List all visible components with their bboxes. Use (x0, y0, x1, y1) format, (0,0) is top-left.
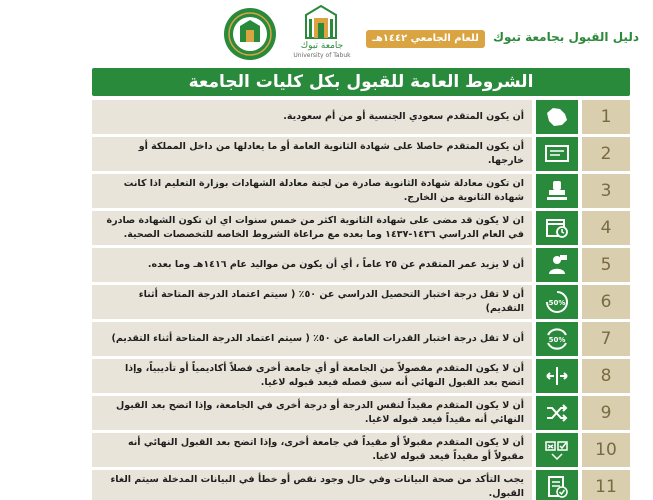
condition-row (92, 137, 630, 171)
guide-year-badge: للعام الجامعي ١٤٤٢هـ (366, 30, 484, 48)
percent-50-icon (536, 285, 578, 319)
condition-row (92, 211, 630, 245)
arrows-split-icon (536, 359, 578, 393)
condition-row (92, 470, 630, 500)
condition-number: 11 (582, 470, 630, 500)
condition-row (92, 359, 630, 393)
condition-text: أن لا تقل درجة اختبار القدرات العامة عن ٥٠٪ ( سيتم اعتماد الدرجة المتاحة أثناء التقديم) (92, 322, 532, 356)
condition-row (92, 174, 630, 208)
condition-number: 8 (582, 359, 630, 393)
svg-text:50%: 50% (548, 299, 566, 307)
person-age-icon (536, 248, 578, 282)
condition-text: أن لا يكون المتقدم مفصولاً من الجامعة أو أي جامعة أخرى فصلاً أكاديمياً أو تأديبياً، وإذا اتضح بعد القبول النهائي أنه سبق فصله فيعد قبوله لاغيا. (92, 359, 532, 393)
condition-number: 4 (582, 211, 630, 245)
university-logo-icon (301, 5, 341, 39)
document-check-icon (536, 470, 578, 500)
university-logo (292, 5, 354, 61)
condition-row (92, 322, 630, 356)
condition-row (92, 433, 630, 467)
calendar-clock-icon (536, 211, 578, 245)
condition-number: 7 (582, 322, 630, 356)
condition-text: يجب التأكد من صحة البيانات وفي حال وجود نقص أو خطأ في البيانات المدخلة سيتم الغاء القبول. (92, 470, 532, 500)
condition-text: أن لا يزيد عمر المتقدم عن ٢٥ عاماً ، أي أن يكون من مواليد عام ١٤١٦هـ وما بعده. (92, 248, 532, 282)
condition-text: أن لا يكون المتقدم مقيداً لنفس الدرجة أو درجة أخرى في الجامعة، وإذا اتضح بعد القبول النهائي أنه مقيداً فيعد قبوله لاغيا. (92, 396, 532, 430)
guide-title-text: دليل القبول بجامعة تبوك (493, 30, 639, 44)
condition-number: 6 (582, 285, 630, 319)
stamp-icon (536, 174, 578, 208)
certificate-icon (536, 137, 578, 171)
shuffle-icon (536, 396, 578, 430)
university-name-en: University of Tabuk (293, 52, 351, 59)
guide-title (366, 27, 639, 47)
checklist-icon (536, 433, 578, 467)
condition-number: 9 (582, 396, 630, 430)
condition-text: ان تكون معادلة شهادة الثانوية صادرة من لجنة معادلة الشهادات بوزارة التعليم اذا كانت شهادة الثانوية من الخارج. (92, 174, 532, 208)
condition-number: 10 (582, 433, 630, 467)
condition-row (92, 248, 630, 282)
saudi-map-icon (536, 100, 578, 134)
main-title: الشروط العامة للقبول بكل كليات الجامعة (92, 68, 630, 96)
condition-text: أن لا تقل درجة اختبار التحصيل الدراسي عن ٥٠٪ ( سيتم اعتماد الدرجة المتاحة أثناء التقديم) (92, 285, 532, 319)
university-seal-icon (222, 6, 278, 62)
condition-number: 3 (582, 174, 630, 208)
condition-row (92, 100, 630, 134)
condition-number: 5 (582, 248, 630, 282)
percent-50-arrows-icon (536, 322, 578, 356)
university-name-ar: جامعة تبوك (300, 41, 344, 51)
condition-row (92, 396, 630, 430)
condition-text: أن يكون المتقدم حاصلا على شهادة الثانوية العامة أو ما يعادلها من داخل المملكة أو خارجها. (92, 137, 532, 171)
condition-number: 2 (582, 137, 630, 171)
condition-text: ان لا يكون قد مضى على شهادة الثانوية اكثر من خمس سنوات اي ان تكون الشهادة صادرة في العام الدراسي ١٤٣٦-١٤٣٧ وما بعده مع مراعاة الشروط الخاصه للتخصصات الصحية. (92, 211, 532, 245)
condition-text: أن لا يكون المتقدم مقبولاً أو مقيداً في جامعة أخرى، وإذا اتضح بعد القبول النهائي أنه مقبولاً أو مقيداً فيعد قبوله لاغيا. (92, 433, 532, 467)
condition-row (92, 285, 630, 319)
condition-number: 1 (582, 100, 630, 134)
header (0, 0, 653, 66)
svg-text:50%: 50% (548, 336, 566, 344)
condition-text: أن يكون المتقدم سعودي الجنسية أو من أم سعودية. (92, 100, 532, 134)
